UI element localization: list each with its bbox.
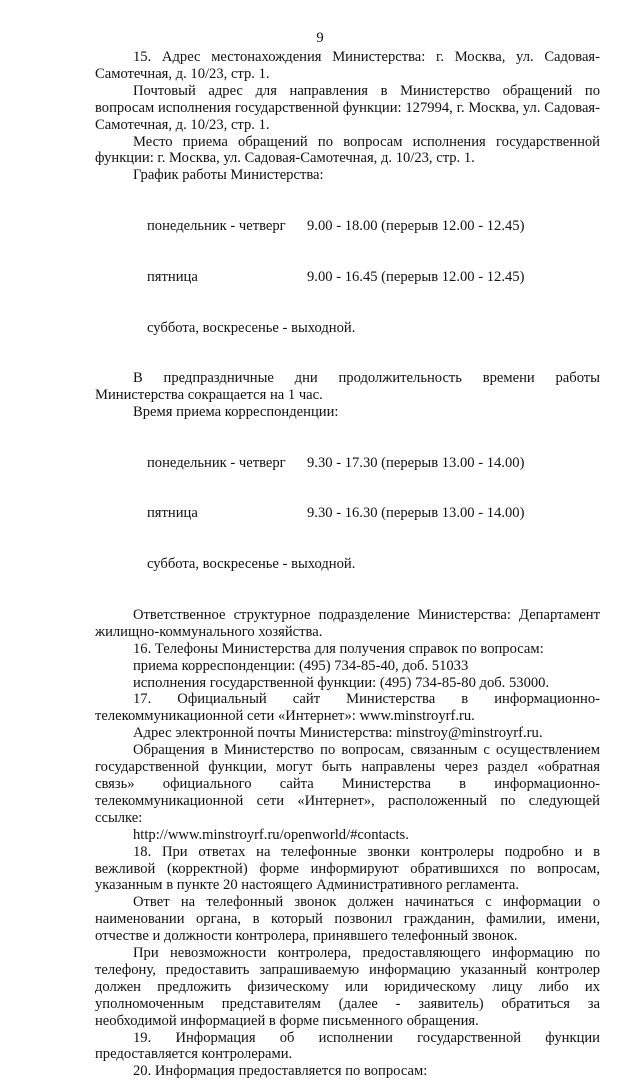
page-body <box>95 49 600 1080</box>
correspondence-schedule-row <box>147 505 600 522</box>
work-schedule-row <box>147 218 600 235</box>
paragraph-18-calls: 18. При ответах на телефонные звонки контролеры подробно и в вежливой (корректной) форме информируют обратившихся по вопросам, указанным в пункте 20 настоящего Административного регламента. <box>95 843 600 894</box>
correspondence-schedule-title: Время приема корреспонденции: <box>133 404 339 421</box>
correspondence-schedule-time: 9.30 - 17.30 (перерыв 13.00 - 14.00) <box>307 454 525 471</box>
work-schedule <box>95 184 600 370</box>
work-schedule-weekend: суббота, воскресенье - выходной. <box>147 319 356 336</box>
correspondence-schedule-day: пятница <box>147 505 198 522</box>
paragraph-17-website: 17. Официальный сайт Министерства в информационно-телекоммуникационной сети «Интернет»: www.minstroyrf.ru. <box>95 691 600 725</box>
paragraph-20-questions: 20. Информация предоставляется по вопросам: <box>133 1063 428 1080</box>
work-schedule-time: 9.00 - 16.45 (перерыв 12.00 - 12.45) <box>307 268 525 285</box>
phone-correspondence: приема корреспонденции: (495) 734-85-40, доб. 51033 <box>133 657 469 674</box>
correspondence-schedule-row <box>147 455 600 472</box>
paragraph-19-information: 19. Информация об исполнении государственной функции предоставляется контролерами. <box>95 1029 600 1063</box>
paragraph-16-phones: 16. Телефоны Министерства для получения справок по вопросам: <box>133 640 544 657</box>
correspondence-schedule-weekend: суббота, воскресенье - выходной. <box>147 556 356 573</box>
correspondence-schedule-day: понедельник - четверг <box>147 454 286 471</box>
paragraph-call-answer: Ответ на телефонный звонок должен начинаться с информации о наименовании органа, в который позвонил гражданин, фамилии, имени, отчестве и должности контролера, принявшего телефонный звонок. <box>95 894 600 945</box>
page-number: 9 <box>316 30 324 46</box>
paragraph-15-address: 15. Адрес местонахождения Министерства: г. Москва, ул. Садовая-Самотечная, д. 10/23, стр. 1. <box>95 49 600 82</box>
work-schedule-time: 9.00 - 18.00 (перерыв 12.00 - 12.45) <box>307 218 525 235</box>
feedback-link: http://www.minstroyrf.ru/openworld/#contacts. <box>133 826 409 843</box>
correspondence-schedule <box>95 421 600 607</box>
work-schedule-title: График работы Министерства: <box>133 167 324 184</box>
paragraph-postal-address: Почтовый адрес для направления в Министерство обращений по вопросам исполнения государственной функции: 127994, г. Москва, ул. Садовая-Самотечная, д. 10/23, стр. 1. <box>95 82 600 133</box>
work-schedule-day: понедельник - четверг <box>147 218 286 235</box>
paragraph-email: Адрес электронной почты Министерства: minstroy@minstroyrf.ru. <box>133 725 543 742</box>
paragraph-feedback: Обращения в Министерство по вопросам, связанным с осуществлением государственной функции, могут быть направлены через раздел «обратная связь» официального сайта Министерства в информационно-телекоммуникационной сети «Интернет», расположенный по следующей ссылке: <box>95 742 600 826</box>
work-schedule-day: пятница <box>147 268 198 285</box>
work-schedule-row <box>147 269 600 286</box>
paragraph-impossibility: При невозможности контролера, предоставляющего информацию по телефону, предоставить запрашиваемую информацию указанный контролер должен предложить физическому или юридическому лицу либо их уполномоченным представителям (далее - заявитель) обратиться за необходимой информацией в форме письменного обращения. <box>95 945 600 1029</box>
paragraph-holiday-note: В предпраздничные дни продолжительность времени работы Министерства сокращается на 1 час. <box>95 370 600 404</box>
phone-function: исполнения государственной функции: (495) 734-85-80 доб. 53000. <box>133 674 550 691</box>
correspondence-schedule-time: 9.30 - 16.30 (перерыв 13.00 - 14.00) <box>307 505 525 522</box>
paragraph-reception-place: Место приема обращений по вопросам исполнения государственной функции: г. Москва, ул. Садовая-Самотечная, д. 10/23, стр. 1. <box>95 133 600 167</box>
paragraph-responsible-unit: Ответственное структурное подразделение Министерства: Департамент жилищно-коммунального хозяйства. <box>95 606 600 640</box>
